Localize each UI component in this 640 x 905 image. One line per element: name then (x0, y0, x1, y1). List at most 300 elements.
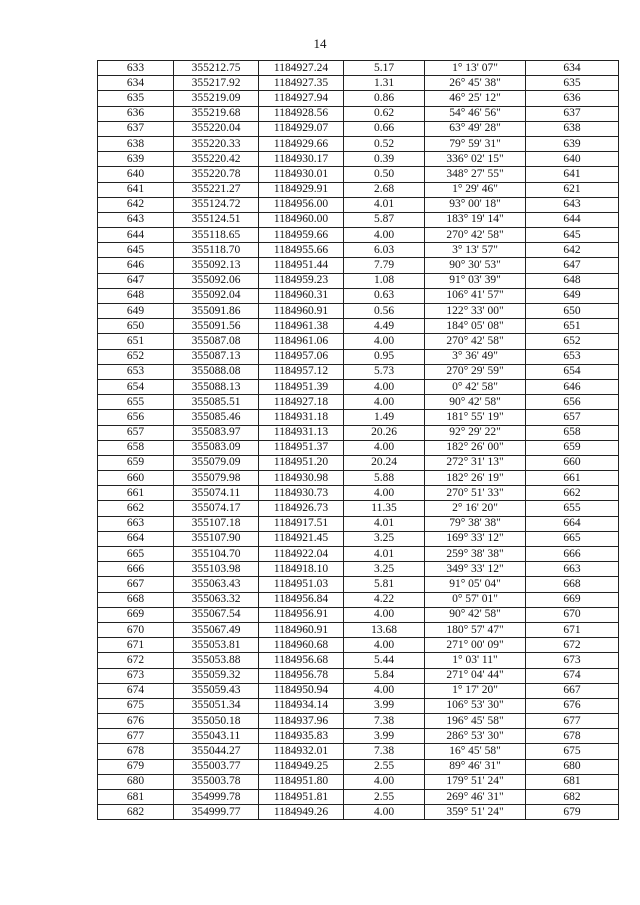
table-row (98, 607, 619, 622)
point-number-cell: 661 (98, 486, 174, 501)
x-coordinate-cell: 355059.32 (174, 668, 259, 683)
table-row (98, 379, 619, 394)
table-row (98, 698, 619, 713)
x-coordinate-cell: 355124.51 (174, 212, 259, 227)
point-number-cell: 666 (98, 562, 174, 577)
bearing-cell: 79° 59' 31" (425, 136, 526, 151)
next-point-cell: 654 (526, 364, 619, 379)
table-row (98, 622, 619, 637)
x-coordinate-cell: 355088.13 (174, 379, 259, 394)
table-row (98, 288, 619, 303)
bearing-cell: 1° 03' 11" (425, 653, 526, 668)
y-coordinate-cell: 1184932.01 (259, 744, 344, 759)
point-number-cell: 664 (98, 531, 174, 546)
distance-cell: 4.00 (344, 683, 425, 698)
bearing-cell: 182° 26' 19" (425, 471, 526, 486)
point-number-cell: 676 (98, 714, 174, 729)
bearing-cell: 91° 05' 04" (425, 577, 526, 592)
y-coordinate-cell: 1184957.06 (259, 349, 344, 364)
point-number-cell: 665 (98, 547, 174, 562)
table-row (98, 714, 619, 729)
table-row (98, 653, 619, 668)
next-point-cell: 643 (526, 197, 619, 212)
next-point-cell: 657 (526, 410, 619, 425)
point-number-cell: 641 (98, 182, 174, 197)
x-coordinate-cell: 355059.43 (174, 683, 259, 698)
point-number-cell: 660 (98, 471, 174, 486)
x-coordinate-cell: 355118.70 (174, 243, 259, 258)
distance-cell: 20.26 (344, 425, 425, 440)
next-point-cell: 682 (526, 790, 619, 805)
bearing-cell: 359° 51' 24" (425, 805, 526, 820)
table-row (98, 91, 619, 106)
point-number-cell: 681 (98, 790, 174, 805)
y-coordinate-cell: 1184926.73 (259, 501, 344, 516)
distance-cell: 5.88 (344, 471, 425, 486)
table-row (98, 212, 619, 227)
bearing-cell: 184° 05' 08" (425, 319, 526, 334)
y-coordinate-cell: 1184950.94 (259, 683, 344, 698)
next-point-cell: 670 (526, 607, 619, 622)
bearing-cell: 90° 42' 58" (425, 395, 526, 410)
x-coordinate-cell: 355221.27 (174, 182, 259, 197)
distance-cell: 1.08 (344, 273, 425, 288)
y-coordinate-cell: 1184961.06 (259, 334, 344, 349)
distance-cell: 7.79 (344, 258, 425, 273)
bearing-cell: 16° 45' 58" (425, 744, 526, 759)
point-number-cell: 682 (98, 805, 174, 820)
next-point-cell: 681 (526, 774, 619, 789)
y-coordinate-cell: 1184917.51 (259, 516, 344, 531)
point-number-cell: 640 (98, 167, 174, 182)
y-coordinate-cell: 1184927.94 (259, 91, 344, 106)
bearing-cell: 349° 33' 12" (425, 562, 526, 577)
x-coordinate-cell: 355088.08 (174, 364, 259, 379)
point-number-cell: 673 (98, 668, 174, 683)
bearing-cell: 93° 00' 18" (425, 197, 526, 212)
point-number-cell: 675 (98, 698, 174, 713)
x-coordinate-cell: 355003.77 (174, 759, 259, 774)
bearing-cell: 90° 30' 53" (425, 258, 526, 273)
point-number-cell: 654 (98, 379, 174, 394)
point-number-cell: 667 (98, 577, 174, 592)
bearing-cell: 91° 03' 39" (425, 273, 526, 288)
distance-cell: 1.31 (344, 76, 425, 91)
y-coordinate-cell: 1184955.66 (259, 243, 344, 258)
table-row (98, 471, 619, 486)
distance-cell: 5.84 (344, 668, 425, 683)
bearing-cell: 1° 13' 07" (425, 61, 526, 76)
x-coordinate-cell: 355087.13 (174, 349, 259, 364)
distance-cell: 4.00 (344, 805, 425, 820)
bearing-cell: 46° 25' 12" (425, 91, 526, 106)
y-coordinate-cell: 1184951.37 (259, 440, 344, 455)
table-row (98, 668, 619, 683)
point-number-cell: 677 (98, 729, 174, 744)
coordinates-table-body (98, 61, 619, 820)
next-point-cell: 637 (526, 106, 619, 121)
y-coordinate-cell: 1184960.68 (259, 638, 344, 653)
table-row (98, 501, 619, 516)
next-point-cell: 638 (526, 121, 619, 136)
next-point-cell: 658 (526, 425, 619, 440)
next-point-cell: 646 (526, 379, 619, 394)
y-coordinate-cell: 1184927.35 (259, 76, 344, 91)
table-row (98, 425, 619, 440)
next-point-cell: 672 (526, 638, 619, 653)
distance-cell: 20.24 (344, 455, 425, 470)
x-coordinate-cell: 355220.04 (174, 121, 259, 136)
point-number-cell: 638 (98, 136, 174, 151)
bearing-cell: 181° 55' 19" (425, 410, 526, 425)
bearing-cell: 1° 17' 20" (425, 683, 526, 698)
next-point-cell: 671 (526, 622, 619, 637)
point-number-cell: 656 (98, 410, 174, 425)
x-coordinate-cell: 354999.78 (174, 790, 259, 805)
bearing-cell: 0° 42' 58" (425, 379, 526, 394)
y-coordinate-cell: 1184951.44 (259, 258, 344, 273)
bearing-cell: 106° 53' 30" (425, 698, 526, 713)
y-coordinate-cell: 1184921.45 (259, 531, 344, 546)
y-coordinate-cell: 1184960.91 (259, 304, 344, 319)
point-number-cell: 645 (98, 243, 174, 258)
distance-cell: 0.63 (344, 288, 425, 303)
bearing-cell: 182° 26' 00" (425, 440, 526, 455)
table-row (98, 638, 619, 653)
x-coordinate-cell: 355079.09 (174, 455, 259, 470)
bearing-cell: 1° 29' 46" (425, 182, 526, 197)
y-coordinate-cell: 1184931.13 (259, 425, 344, 440)
bearing-cell: 196° 45' 58" (425, 714, 526, 729)
next-point-cell: 663 (526, 562, 619, 577)
point-number-cell: 642 (98, 197, 174, 212)
next-point-cell: 644 (526, 212, 619, 227)
next-point-cell: 660 (526, 455, 619, 470)
distance-cell: 5.87 (344, 212, 425, 227)
next-point-cell: 634 (526, 61, 619, 76)
y-coordinate-cell: 1184930.01 (259, 167, 344, 182)
point-number-cell: 646 (98, 258, 174, 273)
next-point-cell: 659 (526, 440, 619, 455)
x-coordinate-cell: 355092.13 (174, 258, 259, 273)
x-coordinate-cell: 355074.11 (174, 486, 259, 501)
table-row (98, 364, 619, 379)
y-coordinate-cell: 1184956.00 (259, 197, 344, 212)
table-row (98, 334, 619, 349)
y-coordinate-cell: 1184951.80 (259, 774, 344, 789)
x-coordinate-cell: 355220.78 (174, 167, 259, 182)
distance-cell: 0.66 (344, 121, 425, 136)
bearing-cell: 180° 57' 47" (425, 622, 526, 637)
x-coordinate-cell: 355118.65 (174, 228, 259, 243)
next-point-cell: 652 (526, 334, 619, 349)
distance-cell: 4.00 (344, 228, 425, 243)
table-row (98, 349, 619, 364)
y-coordinate-cell: 1184961.38 (259, 319, 344, 334)
next-point-cell: 656 (526, 395, 619, 410)
point-number-cell: 659 (98, 455, 174, 470)
y-coordinate-cell: 1184956.84 (259, 592, 344, 607)
x-coordinate-cell: 355104.70 (174, 547, 259, 562)
distance-cell: 4.49 (344, 319, 425, 334)
table-row (98, 258, 619, 273)
y-coordinate-cell: 1184931.18 (259, 410, 344, 425)
table-row (98, 106, 619, 121)
distance-cell: 0.52 (344, 136, 425, 151)
y-coordinate-cell: 1184956.78 (259, 668, 344, 683)
table-row (98, 531, 619, 546)
next-point-cell: 676 (526, 698, 619, 713)
distance-cell: 3.25 (344, 562, 425, 577)
page-number: 14 (313, 36, 327, 51)
next-point-cell: 677 (526, 714, 619, 729)
bearing-cell: 0° 57' 01" (425, 592, 526, 607)
y-coordinate-cell: 1184951.03 (259, 577, 344, 592)
next-point-cell: 636 (526, 91, 619, 106)
x-coordinate-cell: 355083.09 (174, 440, 259, 455)
bearing-cell: 2° 16' 20" (425, 501, 526, 516)
bearing-cell: 269° 46' 31" (425, 790, 526, 805)
bearing-cell: 286° 53' 30" (425, 729, 526, 744)
x-coordinate-cell: 355053.88 (174, 653, 259, 668)
bearing-cell: 54° 46' 56" (425, 106, 526, 121)
y-coordinate-cell: 1184960.00 (259, 212, 344, 227)
point-number-cell: 674 (98, 683, 174, 698)
x-coordinate-cell: 355053.81 (174, 638, 259, 653)
table-row (98, 440, 619, 455)
distance-cell: 0.62 (344, 106, 425, 121)
y-coordinate-cell: 1184937.96 (259, 714, 344, 729)
distance-cell: 4.00 (344, 607, 425, 622)
bearing-cell: 270° 42' 58" (425, 334, 526, 349)
bearing-cell: 259° 38' 38" (425, 547, 526, 562)
y-coordinate-cell: 1184956.91 (259, 607, 344, 622)
point-number-cell: 669 (98, 607, 174, 622)
y-coordinate-cell: 1184929.66 (259, 136, 344, 151)
y-coordinate-cell: 1184929.07 (259, 121, 344, 136)
next-point-cell: 678 (526, 729, 619, 744)
point-number-cell: 671 (98, 638, 174, 653)
table-row (98, 228, 619, 243)
table-row (98, 729, 619, 744)
x-coordinate-cell: 355043.11 (174, 729, 259, 744)
next-point-cell: 650 (526, 304, 619, 319)
point-number-cell: 657 (98, 425, 174, 440)
distance-cell: 2.55 (344, 759, 425, 774)
table-row (98, 319, 619, 334)
bearing-cell: 26° 45' 38" (425, 76, 526, 91)
point-number-cell: 658 (98, 440, 174, 455)
distance-cell: 0.56 (344, 304, 425, 319)
table-row (98, 152, 619, 167)
y-coordinate-cell: 1184960.91 (259, 622, 344, 637)
distance-cell: 4.00 (344, 440, 425, 455)
table-row (98, 592, 619, 607)
x-coordinate-cell: 355212.75 (174, 61, 259, 76)
point-number-cell: 635 (98, 91, 174, 106)
x-coordinate-cell: 355092.06 (174, 273, 259, 288)
distance-cell: 4.00 (344, 486, 425, 501)
x-coordinate-cell: 355092.04 (174, 288, 259, 303)
coordinates-table (97, 60, 619, 820)
point-number-cell: 636 (98, 106, 174, 121)
point-number-cell: 672 (98, 653, 174, 668)
bearing-cell: 79° 38' 38" (425, 516, 526, 531)
table-row (98, 774, 619, 789)
next-point-cell: 639 (526, 136, 619, 151)
next-point-cell: 665 (526, 531, 619, 546)
distance-cell: 2.55 (344, 790, 425, 805)
point-number-cell: 670 (98, 622, 174, 637)
y-coordinate-cell: 1184956.68 (259, 653, 344, 668)
point-number-cell: 663 (98, 516, 174, 531)
point-number-cell: 634 (98, 76, 174, 91)
distance-cell: 4.22 (344, 592, 425, 607)
table-row (98, 61, 619, 76)
point-number-cell: 679 (98, 759, 174, 774)
next-point-cell: 675 (526, 744, 619, 759)
point-number-cell: 680 (98, 774, 174, 789)
y-coordinate-cell: 1184918.10 (259, 562, 344, 577)
next-point-cell: 673 (526, 653, 619, 668)
distance-cell: 0.39 (344, 152, 425, 167)
y-coordinate-cell: 1184928.56 (259, 106, 344, 121)
table-row (98, 167, 619, 182)
x-coordinate-cell: 355067.54 (174, 607, 259, 622)
distance-cell: 13.68 (344, 622, 425, 637)
distance-cell: 5.44 (344, 653, 425, 668)
point-number-cell: 643 (98, 212, 174, 227)
distance-cell: 0.86 (344, 91, 425, 106)
y-coordinate-cell: 1184930.98 (259, 471, 344, 486)
distance-cell: 6.03 (344, 243, 425, 258)
table-row (98, 136, 619, 151)
y-coordinate-cell: 1184949.26 (259, 805, 344, 820)
x-coordinate-cell: 355079.98 (174, 471, 259, 486)
next-point-cell: 651 (526, 319, 619, 334)
bearing-cell: 270° 51' 33" (425, 486, 526, 501)
y-coordinate-cell: 1184930.73 (259, 486, 344, 501)
bearing-cell: 63° 49' 28" (425, 121, 526, 136)
point-number-cell: 651 (98, 334, 174, 349)
point-number-cell: 644 (98, 228, 174, 243)
table-row (98, 790, 619, 805)
distance-cell: 5.73 (344, 364, 425, 379)
bearing-cell: 92° 29' 22" (425, 425, 526, 440)
table-row (98, 805, 619, 820)
next-point-cell: 645 (526, 228, 619, 243)
table-row (98, 577, 619, 592)
table-row (98, 273, 619, 288)
next-point-cell: 635 (526, 76, 619, 91)
y-coordinate-cell: 1184927.18 (259, 395, 344, 410)
bearing-cell: 90° 42' 58" (425, 607, 526, 622)
next-point-cell: 661 (526, 471, 619, 486)
x-coordinate-cell: 355087.08 (174, 334, 259, 349)
point-number-cell: 647 (98, 273, 174, 288)
table-row (98, 410, 619, 425)
distance-cell: 3.99 (344, 698, 425, 713)
x-coordinate-cell: 355085.46 (174, 410, 259, 425)
table-row (98, 243, 619, 258)
distance-cell: 3.99 (344, 729, 425, 744)
point-number-cell: 648 (98, 288, 174, 303)
next-point-cell: 669 (526, 592, 619, 607)
distance-cell: 0.95 (344, 349, 425, 364)
distance-cell: 5.81 (344, 577, 425, 592)
y-coordinate-cell: 1184922.04 (259, 547, 344, 562)
x-coordinate-cell: 355067.49 (174, 622, 259, 637)
bearing-cell: 271° 00' 09" (425, 638, 526, 653)
next-point-cell: 666 (526, 547, 619, 562)
distance-cell: 4.00 (344, 334, 425, 349)
distance-cell: 1.49 (344, 410, 425, 425)
x-coordinate-cell: 354999.77 (174, 805, 259, 820)
y-coordinate-cell: 1184927.24 (259, 61, 344, 76)
distance-cell: 4.01 (344, 197, 425, 212)
table-row (98, 304, 619, 319)
point-number-cell: 662 (98, 501, 174, 516)
x-coordinate-cell: 355219.68 (174, 106, 259, 121)
distance-cell: 4.00 (344, 379, 425, 394)
next-point-cell: 679 (526, 805, 619, 820)
coordinates-table-wrapper (97, 60, 619, 820)
bearing-cell: 336° 02' 15" (425, 152, 526, 167)
distance-cell: 4.00 (344, 774, 425, 789)
x-coordinate-cell: 355003.78 (174, 774, 259, 789)
y-coordinate-cell: 1184934.14 (259, 698, 344, 713)
bearing-cell: 179° 51' 24" (425, 774, 526, 789)
bearing-cell: 122° 33' 00" (425, 304, 526, 319)
y-coordinate-cell: 1184951.81 (259, 790, 344, 805)
y-coordinate-cell: 1184957.12 (259, 364, 344, 379)
x-coordinate-cell: 355107.90 (174, 531, 259, 546)
point-number-cell: 653 (98, 364, 174, 379)
y-coordinate-cell: 1184935.83 (259, 729, 344, 744)
next-point-cell: 664 (526, 516, 619, 531)
distance-cell: 4.00 (344, 638, 425, 653)
x-coordinate-cell: 355219.09 (174, 91, 259, 106)
next-point-cell: 647 (526, 258, 619, 273)
next-point-cell: 662 (526, 486, 619, 501)
distance-cell: 7.38 (344, 714, 425, 729)
next-point-cell: 667 (526, 683, 619, 698)
table-row (98, 76, 619, 91)
table-row (98, 197, 619, 212)
x-coordinate-cell: 355091.56 (174, 319, 259, 334)
point-number-cell: 655 (98, 395, 174, 410)
next-point-cell: 621 (526, 182, 619, 197)
bearing-cell: 183° 19' 14" (425, 212, 526, 227)
point-number-cell: 678 (98, 744, 174, 759)
distance-cell: 2.68 (344, 182, 425, 197)
x-coordinate-cell: 355220.33 (174, 136, 259, 151)
next-point-cell: 641 (526, 167, 619, 182)
point-number-cell: 668 (98, 592, 174, 607)
next-point-cell: 640 (526, 152, 619, 167)
bearing-cell: 272° 31' 13" (425, 455, 526, 470)
table-row (98, 121, 619, 136)
x-coordinate-cell: 355044.27 (174, 744, 259, 759)
point-number-cell: 650 (98, 319, 174, 334)
distance-cell: 3.25 (344, 531, 425, 546)
distance-cell: 11.35 (344, 501, 425, 516)
bearing-cell: 271° 04' 44" (425, 668, 526, 683)
table-row (98, 759, 619, 774)
distance-cell: 0.50 (344, 167, 425, 182)
x-coordinate-cell: 355051.34 (174, 698, 259, 713)
y-coordinate-cell: 1184959.66 (259, 228, 344, 243)
